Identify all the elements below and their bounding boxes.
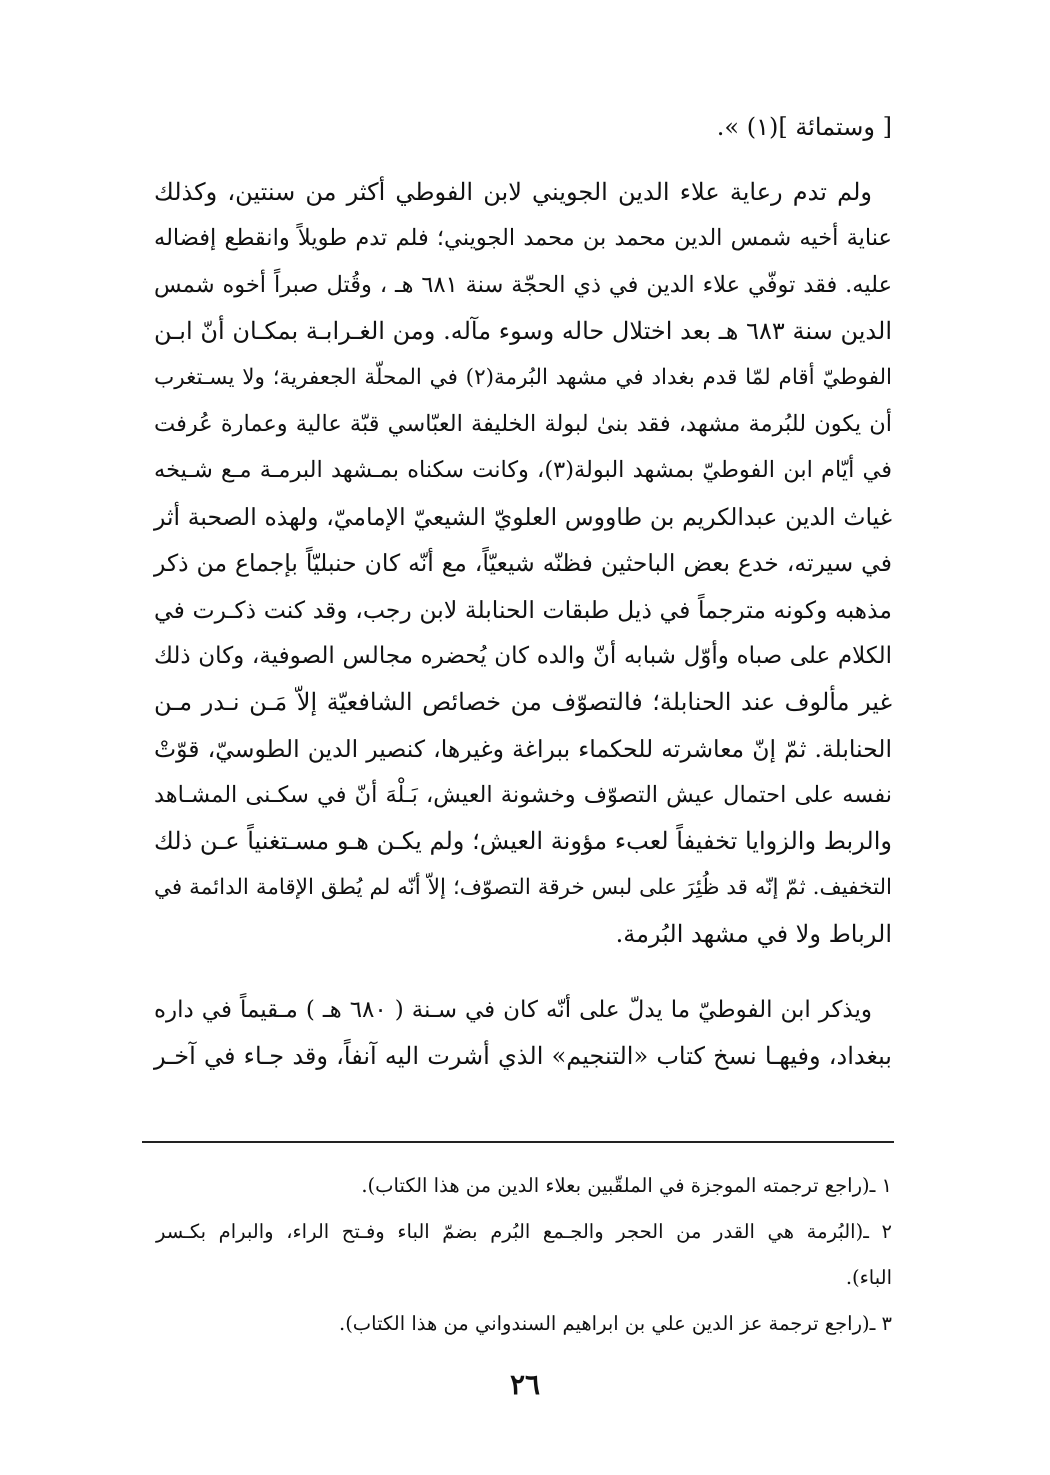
text-line: في أيّام ابن الفوطيّ بمشهد البولة(٣)، وكانت سكناه بمـشهد البرمـة مـع شـيخه — [154, 457, 892, 484]
text-line: ولم تدم رعاية علاء الدين الجويني لابن الفوطي أكثر من سنتين، وكذلك — [154, 178, 872, 206]
footnote-2-continuation: الباء). — [845, 1266, 892, 1289]
text-line: في سيرته، خدع بعض الباحثين فظنّه شيعيّاً، مع أنّه كان حنبليّاً بإجماع من ذكر — [154, 549, 892, 578]
text-line: غياث الدين عبدالكريم بن طاووس العلويّ الشيعيّ الإماميّ، ولهذه الصحبة أثر — [154, 502, 892, 531]
text-line: والربط والزوايا تخفيفاً لعبء مؤونة العيش؛ ولم يكـن هـو مسـتغنياً عـن ذلك — [154, 827, 892, 856]
text-line: عليه. فقد توفّي علاء الدين في ذي الحجّة سنة ٦٨١ هـ ، وقُتل صبراً أخوه شمس — [154, 271, 893, 298]
text-line: ببغداد، وفيهـا نسخ كتاب «التنجيم» الذي أشرت اليه آنفاً، وقد جـاء في آخـر — [154, 1042, 892, 1071]
text-line: مذهبه وكونه مترجماً في ذيل طبقات الحنابلة لابن رجب، وقد كنت ذكـرت في — [154, 595, 892, 624]
page-number: ٢٦ — [509, 1368, 541, 1401]
text-line: أن يكون للبُرمة مشهد، فقد بنىٰ لبولة الخليفة العبّاسي قبّة عالية وعمارة عُرفت — [154, 410, 892, 437]
text-line: الحنابلة. ثمّ إنّ معاشرته للحكماء ببراغة وغيرها، كنصير الدين الطوسيّ، قوّتْ — [154, 734, 892, 763]
paragraph-1 — [154, 169, 892, 958]
text-line: عناية أخيه شمس الدين محمد بن محمد الجويني؛ فلم تدم طويلاً وانقطع إفضاله — [154, 225, 892, 252]
text-line: نفسه على احتمال عيش التصوّف وخشونة العيش، بَـلْهَ أنّ في سكـنى المشـاهد — [154, 782, 892, 809]
opening-text — [154, 104, 892, 150]
text-line: الرباط ولا في مشهد البُرمة. — [615, 920, 892, 949]
text-line: [ وستمائة ](١) ». — [716, 113, 892, 141]
paragraph-2 — [154, 987, 892, 1080]
text-line: ويذكر ابن الفوطيّ ما يدلّ على أنّه كان في سـنة ( ٦٨٠ هـ ) مـقيماً في داره — [154, 997, 872, 1023]
text-line: الدين سنة ٦٨٣ هـ بعد اختلال حاله وسوء مآله. ومن الغـرابـة بمكـان أنّ ابـن — [154, 317, 892, 346]
footnote-1: ١ ـ(راجع ترجمته الموجزة في الملقّبين بعلاء الدين من هذا الكتاب). — [361, 1174, 892, 1197]
footnote-separator — [142, 1141, 894, 1143]
footnotes — [156, 1163, 892, 1347]
footnote-3: ٣ ـ(راجع ترجمة عز الدين علي بن ابراهيم السندواني من هذا الكتاب). — [339, 1312, 892, 1335]
footnote-2: ٢ ـ(البُرمة هي القدر من الحجر والجـمع البُرم بضمّ الباء وفـتح الراء، والبرام بكـسر — [156, 1220, 892, 1243]
text-line: الكلام على صباه وأوّل شبابه أنّ والده كان يُحضره مجالس الصوفية، وكان ذلك — [154, 642, 892, 669]
text-line: الفوطيّ أقام لمّا قدم بغداد في مشهد البُرمة(٢) في المحلّة الجعفرية؛ ولا يسـتغرب — [154, 364, 892, 390]
text-line: التخفيف. ثمّ إنّه قد ظُئِرَ على لبس خرقة التصوّف؛ إلاّ أنّه لم يُطق الإقامة الدائمة في — [154, 874, 892, 900]
text-line: غير مألوف عند الحنابلة؛ فالتصوّف من خصائص الشافعيّة إلاّ مَـن نـدر مـن — [154, 688, 892, 717]
